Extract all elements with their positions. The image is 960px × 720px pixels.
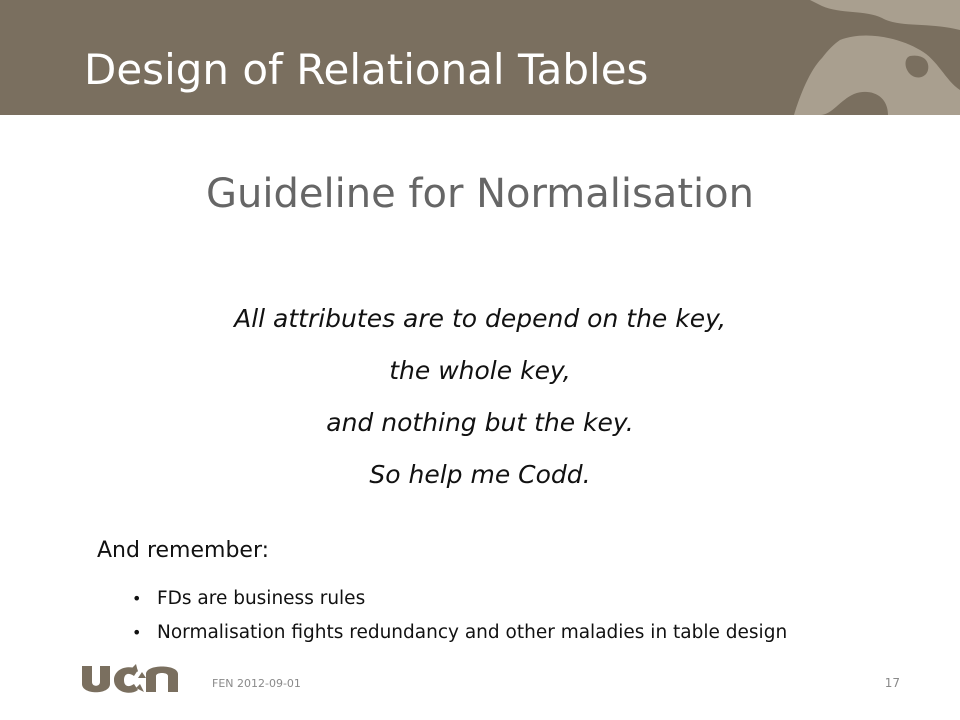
list-item [130, 582, 787, 616]
quote-line: So help me Codd. [369, 460, 591, 489]
bullet-text: Normalisation fights redundancy and other maladies in table design [157, 622, 788, 643]
quote-line: and nothing but the key. [326, 408, 634, 437]
page-number: 17 [884, 676, 900, 690]
slide-subtitle: Guideline for Normalisation [206, 171, 754, 217]
bullet-list [130, 582, 787, 650]
bullet-icon: • [132, 623, 142, 642]
remember-label: And remember: [97, 538, 270, 563]
bullet-text: FDs are business rules [157, 588, 366, 609]
list-item [130, 616, 787, 650]
decorative-swirl-icon [770, 0, 960, 115]
footer-date: FEN 2012-09-01 [212, 677, 301, 690]
codd-quote [0, 293, 960, 501]
slide-title: Design of Relational Tables [84, 45, 649, 94]
header-band [0, 0, 960, 115]
quote-line: All attributes are to depend on the key, [234, 304, 726, 333]
ucn-logo-icon [80, 662, 180, 696]
quote-line: the whole key, [389, 356, 571, 385]
bullet-icon: • [132, 589, 142, 608]
